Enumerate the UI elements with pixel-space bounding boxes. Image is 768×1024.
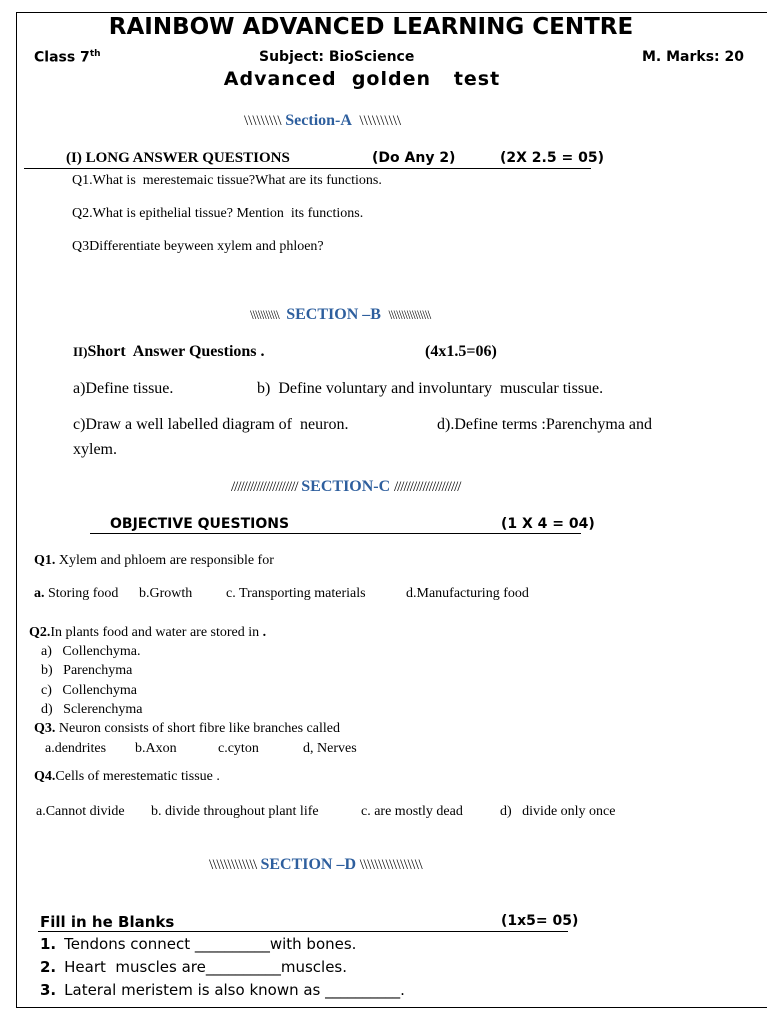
long-question-3: Q3Differentiate beyween xylem and phloen? bbox=[72, 239, 324, 254]
section-a-heading bbox=[244, 112, 401, 130]
long-question-1: Q1.What is merestemaic tissue?What are its functions. bbox=[72, 173, 382, 188]
objective-marks: (1 X 4 = 04) bbox=[501, 516, 595, 532]
section-d-heading bbox=[209, 856, 422, 874]
test-title: Advanced golden test bbox=[223, 68, 501, 90]
objective-q4-option-a: a.Cannot divide bbox=[36, 804, 125, 819]
fill-blanks-heading: Fill in he Blanks bbox=[40, 913, 175, 931]
short-question-b: b) Define voluntary and involuntary muscular tissue. bbox=[257, 380, 604, 397]
section-a-right-slashes: \\\\\\\\\\ bbox=[359, 113, 402, 129]
objective-q3-option-d: d, Nerves bbox=[303, 741, 357, 756]
long-answer-heading: (I) LONG ANSWER QUESTIONS bbox=[66, 150, 290, 166]
short-answer-marks: (4x1.5=06) bbox=[425, 343, 497, 360]
fill-item-1: 1. Tendons connect __________with bones. bbox=[40, 935, 357, 953]
section-c-left-slashes: ///////////////////// bbox=[231, 479, 298, 495]
objective-q2-option-c: c) Collenchyma bbox=[41, 683, 138, 698]
objective-q4-option-c: c. are mostly dead bbox=[361, 804, 463, 819]
objective-q1-option-c: c. Transporting materials bbox=[226, 586, 366, 601]
objective-q1-option-a: a. Storing food bbox=[34, 586, 119, 601]
short-answer-heading: II)Short Answer Questions . bbox=[73, 343, 265, 360]
long-answer-marks: (2X 2.5 = 05) bbox=[500, 150, 604, 166]
section-d-name: SECTION –D bbox=[260, 856, 357, 873]
objective-q4-option-b: b. divide throughout plant life bbox=[151, 804, 319, 819]
section-a-name: Section-A bbox=[285, 112, 352, 129]
fill-blanks-marks: (1x5= 05) bbox=[501, 913, 579, 929]
objective-q3-option-b: b.Axon bbox=[135, 741, 177, 756]
objective-q3: Q3. Neuron consists of short fibre like branches called bbox=[34, 721, 340, 736]
class-label: Class 7th bbox=[34, 49, 101, 66]
section-b-right-slashes: \\\\\\\\\\\\\\\\ bbox=[388, 307, 431, 322]
short-question-c: c)Draw a well labelled diagram of neuron. bbox=[73, 416, 349, 433]
objective-q3-option-c: c.cyton bbox=[218, 741, 259, 756]
objective-q1-option-b: b.Growth bbox=[139, 586, 193, 601]
section-b-name: SECTION –B bbox=[286, 306, 381, 323]
short-question-d: d).Define terms :Parenchyma and bbox=[437, 416, 653, 433]
objective-q2-option-a: a) Collenchyma. bbox=[41, 644, 141, 659]
objective-q2: Q2.In plants food and water are stored in . bbox=[29, 625, 267, 640]
objective-q1: Q1. Xylem and phloem are responsible for bbox=[34, 553, 274, 568]
objective-q4: Q4.Cells of merestematic tissue . bbox=[34, 769, 220, 784]
objective-q4-option-d: d) divide only once bbox=[500, 804, 616, 819]
fill-item-2: 2. Heart muscles are__________muscles. bbox=[40, 958, 348, 976]
objective-q1-option-d: d.Manufacturing food bbox=[406, 586, 529, 601]
long-answer-choice: (Do Any 2) bbox=[372, 150, 456, 166]
long-question-2: Q2.What is epithelial tissue? Mention its functions. bbox=[72, 206, 364, 221]
objective-q2-option-b: b) Parenchyma bbox=[41, 663, 133, 678]
section-c-heading bbox=[231, 478, 460, 496]
section-b-left-slashes: \\\\\\\\\\\ bbox=[250, 307, 279, 322]
section-c-right-slashes: ///////////////////// bbox=[393, 479, 461, 495]
subject-label: Subject: BioScience bbox=[259, 49, 415, 65]
section-b-heading bbox=[250, 306, 430, 324]
short-question-d-continued: xylem. bbox=[73, 441, 117, 458]
section-d-right-slashes: \\\\\\\\\\\\\\\\\ bbox=[359, 857, 423, 873]
max-marks: M. Marks: 20 bbox=[642, 49, 745, 65]
fill-item-3: 3. Lateral meristem is also known as __________. bbox=[40, 981, 405, 999]
objective-q3-option-a: a.dendrites bbox=[45, 741, 107, 756]
school-title: RAINBOW ADVANCED LEARNING CENTRE bbox=[108, 14, 634, 40]
short-question-a: a)Define tissue. bbox=[73, 380, 174, 397]
section-a-left-slashes: \\\\\\\\\ bbox=[244, 113, 282, 129]
section-d-left-slashes: \\\\\\\\\\\\\ bbox=[209, 857, 257, 873]
objective-q2-option-d: d) Sclerenchyma bbox=[41, 702, 143, 717]
objective-heading: OBJECTIVE QUESTIONS bbox=[110, 516, 290, 532]
section-c-name: SECTION-C bbox=[301, 478, 391, 495]
